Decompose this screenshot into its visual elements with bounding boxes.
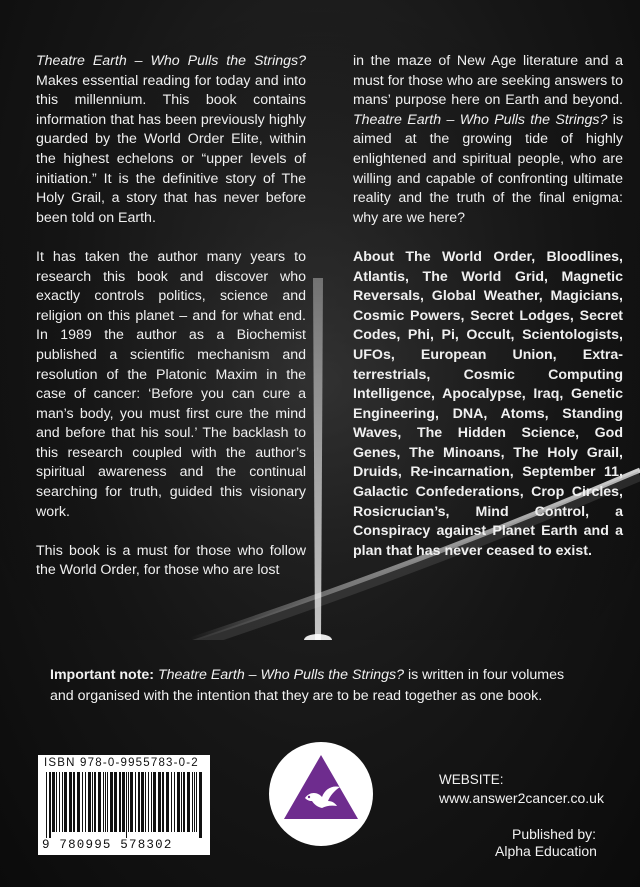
barcode-digits: 9 780995 578302 — [42, 838, 173, 852]
barcode-bar — [82, 772, 83, 832]
barcode-bar — [52, 772, 55, 832]
barcode-bar — [130, 772, 133, 832]
intro-text: Makes essential reading for today and into this millennium. This book contains information that has been previously highly guarded by the World Order Elite, within the highest echelons or “upper levels of initiation.” It is the definitive story of The Holy Grail, a story that has never before been told on Earth. — [36, 72, 306, 226]
note-text: is written in four volumes and organised with the intention that they are to be read together as one book. — [50, 667, 565, 704]
intro-paragraph — [36, 52, 306, 228]
barcode-bar — [94, 772, 96, 832]
barcode-bar — [126, 772, 127, 838]
barcode-bar — [141, 772, 144, 832]
barcode-bar — [187, 772, 190, 832]
barcode-bar — [148, 772, 149, 832]
dove-triangle-logo-icon — [268, 741, 374, 847]
barcode-bar — [194, 772, 195, 832]
barcode-bar — [192, 772, 193, 832]
barcode-bar — [105, 772, 106, 832]
barcode-bar — [110, 772, 113, 832]
barcode-bar — [196, 772, 197, 832]
barcode-bar — [158, 772, 161, 832]
audience-paragraph: This book is a must for those who follow the World Order, for those who are lost — [36, 542, 306, 579]
barcode-bar — [181, 772, 182, 832]
barcode-bar — [153, 772, 156, 832]
barcode-bar — [183, 772, 185, 832]
book-title-italic: Theatre Earth – Who Pulls the Strings? — [36, 53, 306, 69]
barcode-bar — [171, 772, 172, 832]
note-label: Important note: — [50, 667, 155, 683]
barcode-bar — [199, 772, 202, 838]
barcode-bar — [56, 772, 57, 832]
author-paragraph: It has taken the author many years to research this book and discover who exactly controls politics, science and religion on this planet – and for what end. In 1989 the author as a Biochemist published a scientific mechanism and resolution of the Platonic Maxim in the case of cancer: ‘Before you can cure a man’s body, you must first cure the mind and before that his soul.’ The backlash to this research coupled with the author’s spiritual awareness and the continual searching for truth, guided this visionary work. — [36, 248, 306, 520]
barcode-bar — [77, 772, 80, 832]
publisher-name: Alpha Education — [495, 843, 597, 859]
barcode-bar — [46, 772, 47, 838]
barcode-bar — [122, 772, 125, 832]
barcode-bar — [59, 772, 60, 832]
barcode-bar — [145, 772, 146, 832]
topics-list: About The World Order, Bloodlines, Atlantis, The World Grid, Magnetic Reversals, Global Weather, Magicians, Cosmic Powers, Secret Lodges, Secret Codes, Phi, Pi, Occult, Scientologists, UFOs, European Union, Extra-terrestrials, Cosmic Computing Intelligence, Apocalypse, Iraq, Genetic Engineering, DNA, Atoms, Standing Waves, The Hidden Science, God Genes, The Minoans, The Holy Grail, Druids, Re-incarnation, September 11, Galactic Confederations, Crop Circles, Rosicrucian’s, Mind Control, a Conspiracy against Planet Earth and a plan that has never ceased to exist. — [353, 248, 623, 559]
barcode-bar — [85, 772, 86, 832]
barcode-bar — [135, 772, 136, 832]
barcode-bar — [177, 772, 180, 832]
barcode-bar — [98, 772, 101, 832]
barcode-bar — [119, 772, 121, 832]
important-note — [50, 665, 590, 706]
publisher-label: Published by: — [512, 826, 597, 842]
barcode-bar — [88, 772, 91, 832]
right-text-column — [353, 52, 623, 581]
barcode-bar — [92, 772, 93, 832]
isbn-label: ISBN 978-0-9955783-0-2 — [44, 757, 199, 769]
barcode-bars — [46, 772, 202, 838]
book-title-italic: Theatre Earth – Who Pulls the Strings? — [353, 111, 608, 128]
barcode-bar — [107, 772, 108, 832]
website-link[interactable]: www.answer2cancer.co.uk — [439, 790, 604, 806]
note-book-title: Theatre Earth – Who Pulls the Strings? — [157, 667, 405, 683]
left-text-column — [36, 52, 306, 601]
barcode-bar — [151, 772, 152, 832]
barcode-bar — [73, 772, 75, 832]
barcode-bar — [64, 772, 67, 832]
audience-paragraph-continued — [353, 52, 623, 228]
barcode-bar — [62, 772, 63, 832]
barcode-bar — [138, 772, 140, 832]
barcode-bar — [103, 772, 104, 832]
website-label: WEBSITE: — [439, 772, 504, 787]
barcode-bar — [49, 772, 51, 838]
barcode-bar — [174, 772, 175, 832]
barcode-bar — [162, 772, 164, 832]
barcode-bar — [128, 772, 129, 832]
continued-text: in the maze of New Age literature and a must for those who are seeking answers to mans’ purpose here on Earth and beyond. — [353, 53, 623, 109]
barcode-bar — [114, 772, 117, 832]
isbn-barcode — [38, 755, 210, 855]
continued-text-end: is aimed at the growing tide of highly enlightened and spiritual people, who are willing and capable of confronting ultimate reality and the truth of the final enigma: why are we here? — [353, 111, 624, 226]
barcode-bar — [166, 772, 169, 832]
barcode-bar — [69, 772, 72, 832]
